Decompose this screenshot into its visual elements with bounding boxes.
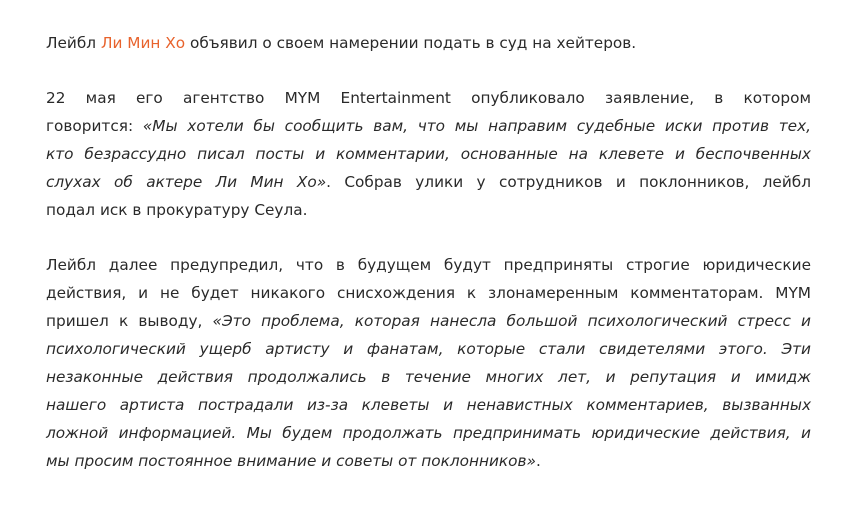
warning-line-2: действия, и не будет никакого снисхождения к злонамеренным комментаторам. MYM [46,284,811,302]
paragraph-statement [46,84,811,224]
statement-line-5: подал иск в прокуратуру Сеула. [46,201,308,219]
lee-min-ho-link[interactable]: Ли Мин Хо [100,34,186,52]
intro-line [46,29,811,57]
intro-text-after: объявил о своем намерении подать в суд на хейтеров. [185,34,637,52]
statement-quote-part-2: кто безрассудно писал посты и комментарии, основанные на клевете и беспочвенных [46,145,811,163]
warning-quote-part-1: «Это проблема, которая нанесла большой психологический стресс и [212,312,811,330]
intro-text-before: Лейбл [46,34,101,52]
statement-line-1: 22 мая его агентство MYM Entertainment опубликовало заявление, в котором [46,89,811,107]
warning-line-8 [46,447,811,475]
statement-quote-part-3: слухах об актере Ли Мин Хо» [46,173,327,191]
warning-quote-part-3: незаконные действия продолжались в течение многих лет, и репутация и имидж [46,368,811,386]
warning-line-1: Лейбл далее предупредил, что в будущем будут предприняты строгие юридические [46,256,811,274]
statement-line-2-plain: говорится: [46,117,143,135]
statement-line-2 [46,112,811,140]
statement-quote-part-1: «Мы хотели бы сообщить вам, что мы направим судебные иски против тех, [142,117,811,135]
warning-line-8-end: . [536,452,541,470]
warning-quote-part-2: психологический ущерб артисту и фанатам, которые стали свидетелями этого. Эти [46,340,811,358]
warning-line-3 [46,307,811,335]
paragraph-intro [46,29,811,57]
statement-line-4-plain: . Собрав улики у сотрудников и поклонников, лейбл [326,173,811,191]
statement-line-4 [46,168,811,196]
warning-quote-part-4: нашего артиста пострадали из-за клеветы и ненавистных комментариев, вызванных [46,396,811,414]
warning-line-3-plain: пришел к выводу, [46,312,213,330]
article-body [46,29,811,502]
warning-quote-part-5: ложной информацией. Мы будем продолжать предпринимать юридические действия, и [46,424,811,442]
warning-quote-part-6: мы просим постоянное внимание и советы от поклонников» [46,452,536,470]
paragraph-warning [46,251,811,475]
